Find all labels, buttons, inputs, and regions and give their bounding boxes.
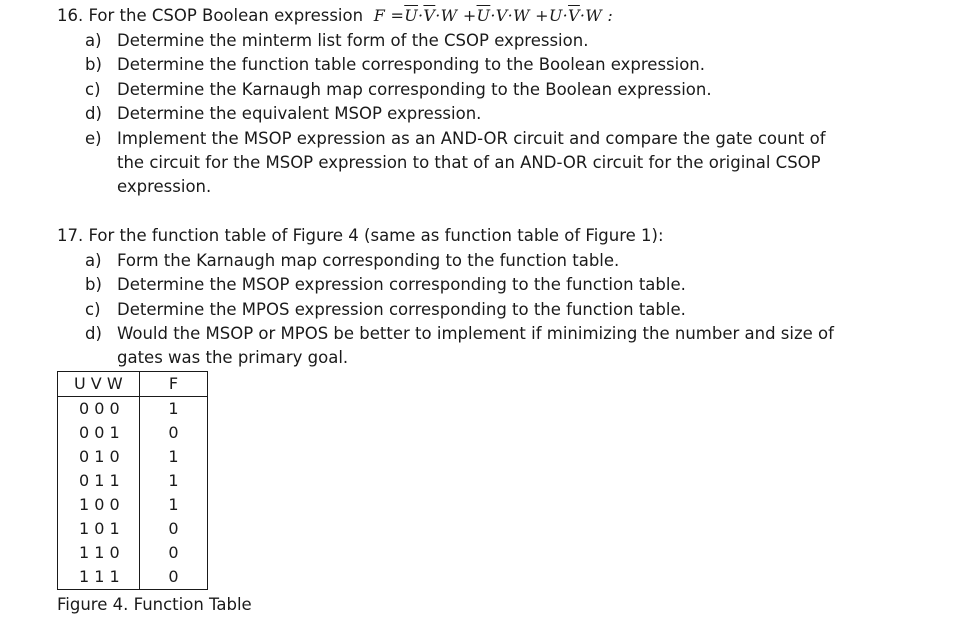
question-16-heading (57, 4, 613, 28)
cell-inputs: 0 1 0 (58, 445, 140, 469)
table-row (58, 517, 208, 541)
question-16-intro: 16. For the CSOP Boolean expression (57, 6, 364, 25)
table-row (58, 397, 208, 422)
cell-inputs: 0 0 1 (58, 421, 140, 445)
table-row (58, 565, 208, 590)
table-row (58, 469, 208, 493)
table-row (58, 445, 208, 469)
header-f: F (140, 372, 208, 397)
cell-inputs: 0 1 1 (58, 469, 140, 493)
cell-output: 0 (140, 517, 208, 541)
figure-caption: Figure 4. Function Table (57, 595, 252, 614)
cell-output: 1 (140, 469, 208, 493)
table-header-row (58, 372, 208, 397)
csop-expression: $F =\overline{U}\cdot\overline{V}\cdot W +\overline{U}\cdot V\cdot W +U\cdot\overline{V}\cdot W$ : (373, 6, 614, 25)
cell-inputs: 1 0 0 (58, 493, 140, 517)
cell-inputs: 1 0 1 (58, 517, 140, 541)
table-row (58, 541, 208, 565)
question-17-heading: 17. For the function table of Figure 4 (same as function table of Figure 1): (57, 226, 664, 245)
cell-output: 1 (140, 445, 208, 469)
cell-inputs: 0 0 0 (58, 397, 140, 422)
table-row (58, 493, 208, 517)
cell-output: 1 (140, 397, 208, 422)
cell-inputs: 1 1 0 (58, 541, 140, 565)
table-row (58, 421, 208, 445)
cell-output: 0 (140, 541, 208, 565)
function-table (57, 371, 208, 590)
cell-output: 0 (140, 421, 208, 445)
cell-output: 1 (140, 493, 208, 517)
header-uvw: U V W (58, 372, 140, 397)
cell-output: 0 (140, 565, 208, 590)
cell-inputs: 1 1 1 (58, 565, 140, 590)
